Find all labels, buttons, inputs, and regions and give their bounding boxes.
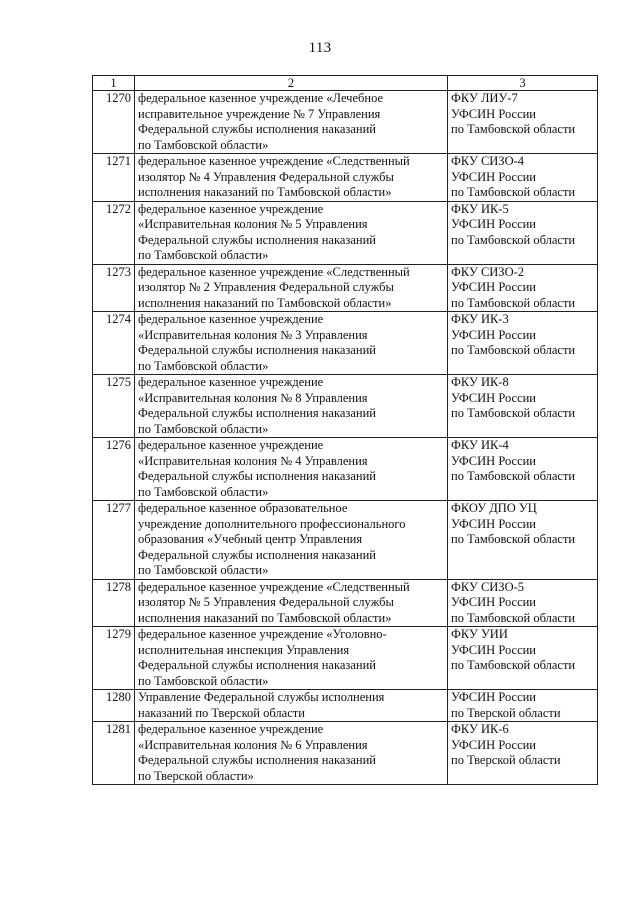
row-number: 1273 xyxy=(93,264,135,312)
institution-short-name: ФКОУ ДПО УЦ УФСИН России по Тамбовской области xyxy=(448,501,598,580)
institution-full-name: федеральное казенное учреждение «Следственный изолятор № 4 Управления Федеральной службы исполнения наказаний по Тамбовской области» xyxy=(135,154,448,202)
institution-short-name: ФКУ ИК-4 УФСИН России по Тамбовской области xyxy=(448,438,598,501)
institution-short-name: ФКУ ИК-5 УФСИН России по Тамбовской области xyxy=(448,201,598,264)
table-row xyxy=(93,91,598,154)
institution-short-name: ФКУ ИК-3 УФСИН России по Тамбовской области xyxy=(448,312,598,375)
institution-full-name: федеральное казенное учреждение «Исправительная колония № 6 Управления Федеральной службы исполнения наказаний по Тверской области» xyxy=(135,722,448,785)
institution-full-name: федеральное казенное учреждение «Следственный изолятор № 2 Управления Федеральной службы исполнения наказаний по Тамбовской области» xyxy=(135,264,448,312)
column-header-full-name: 2 xyxy=(135,76,448,91)
table-row xyxy=(93,154,598,202)
row-number: 1279 xyxy=(93,627,135,690)
table-row xyxy=(93,375,598,438)
institution-short-name: ФКУ ИК-8 УФСИН России по Тамбовской области xyxy=(448,375,598,438)
institution-short-name: ФКУ ЛИУ-7 УФСИН России по Тамбовской области xyxy=(448,91,598,154)
row-number: 1270 xyxy=(93,91,135,154)
table-row xyxy=(93,579,598,627)
institution-full-name: федеральное казенное учреждение «Следственный изолятор № 5 Управления Федеральной службы исполнения наказаний по Тамбовской области» xyxy=(135,579,448,627)
row-number: 1271 xyxy=(93,154,135,202)
institution-full-name: федеральное казенное учреждение «Лечебное исправительное учреждение № 7 Управления Федеральной службы исполнения наказаний по Тамбовской области» xyxy=(135,91,448,154)
table-row xyxy=(93,201,598,264)
institution-short-name: ФКУ УИИ УФСИН России по Тамбовской области xyxy=(448,627,598,690)
page-number: 113 xyxy=(308,40,332,56)
institution-full-name: федеральное казенное учреждение «Исправительная колония № 5 Управления Федеральной службы исполнения наказаний по Тамбовской области» xyxy=(135,201,448,264)
table-row xyxy=(93,627,598,690)
institution-full-name: федеральное казенное образовательное учреждение дополнительного профессионального образования «Учебный центр Управления Федеральной службы исполнения наказаний по Тамбовской области» xyxy=(135,501,448,580)
table-row xyxy=(93,690,598,722)
table-row xyxy=(93,501,598,580)
institutions-table xyxy=(92,75,598,785)
row-number: 1280 xyxy=(93,690,135,722)
column-header-number: 1 xyxy=(93,76,135,91)
row-number: 1278 xyxy=(93,579,135,627)
table-body xyxy=(93,91,598,785)
table-header-row xyxy=(93,76,598,91)
row-number: 1276 xyxy=(93,438,135,501)
institution-full-name: федеральное казенное учреждение «Исправительная колония № 4 Управления Федеральной службы исполнения наказаний по Тамбовской области» xyxy=(135,438,448,501)
institution-short-name: ФКУ СИЗО-5 УФСИН России по Тамбовской области xyxy=(448,579,598,627)
institution-full-name: федеральное казенное учреждение «Уголовно- исполнительная инспекция Управления Федеральной службы исполнения наказаний по Тамбовской области» xyxy=(135,627,448,690)
institution-short-name: ФКУ ИК-6 УФСИН России по Тверской области xyxy=(448,722,598,785)
row-number: 1281 xyxy=(93,722,135,785)
table-row xyxy=(93,438,598,501)
institution-short-name: УФСИН России по Тверской области xyxy=(448,690,598,722)
row-number: 1275 xyxy=(93,375,135,438)
institution-full-name: федеральное казенное учреждение «Исправительная колония № 3 Управления Федеральной службы исполнения наказаний по Тамбовской области» xyxy=(135,312,448,375)
row-number: 1272 xyxy=(93,201,135,264)
table-row xyxy=(93,312,598,375)
institution-full-name: федеральное казенное учреждение «Исправительная колония № 8 Управления Федеральной службы исполнения наказаний по Тамбовской области» xyxy=(135,375,448,438)
table-row xyxy=(93,722,598,785)
row-number: 1274 xyxy=(93,312,135,375)
institution-full-name: Управление Федеральной службы исполнения наказаний по Тверской области xyxy=(135,690,448,722)
table-row xyxy=(93,264,598,312)
institution-short-name: ФКУ СИЗО-4 УФСИН России по Тамбовской области xyxy=(448,154,598,202)
column-header-short-name: 3 xyxy=(448,76,598,91)
institution-short-name: ФКУ СИЗО-2 УФСИН России по Тамбовской области xyxy=(448,264,598,312)
row-number: 1277 xyxy=(93,501,135,580)
